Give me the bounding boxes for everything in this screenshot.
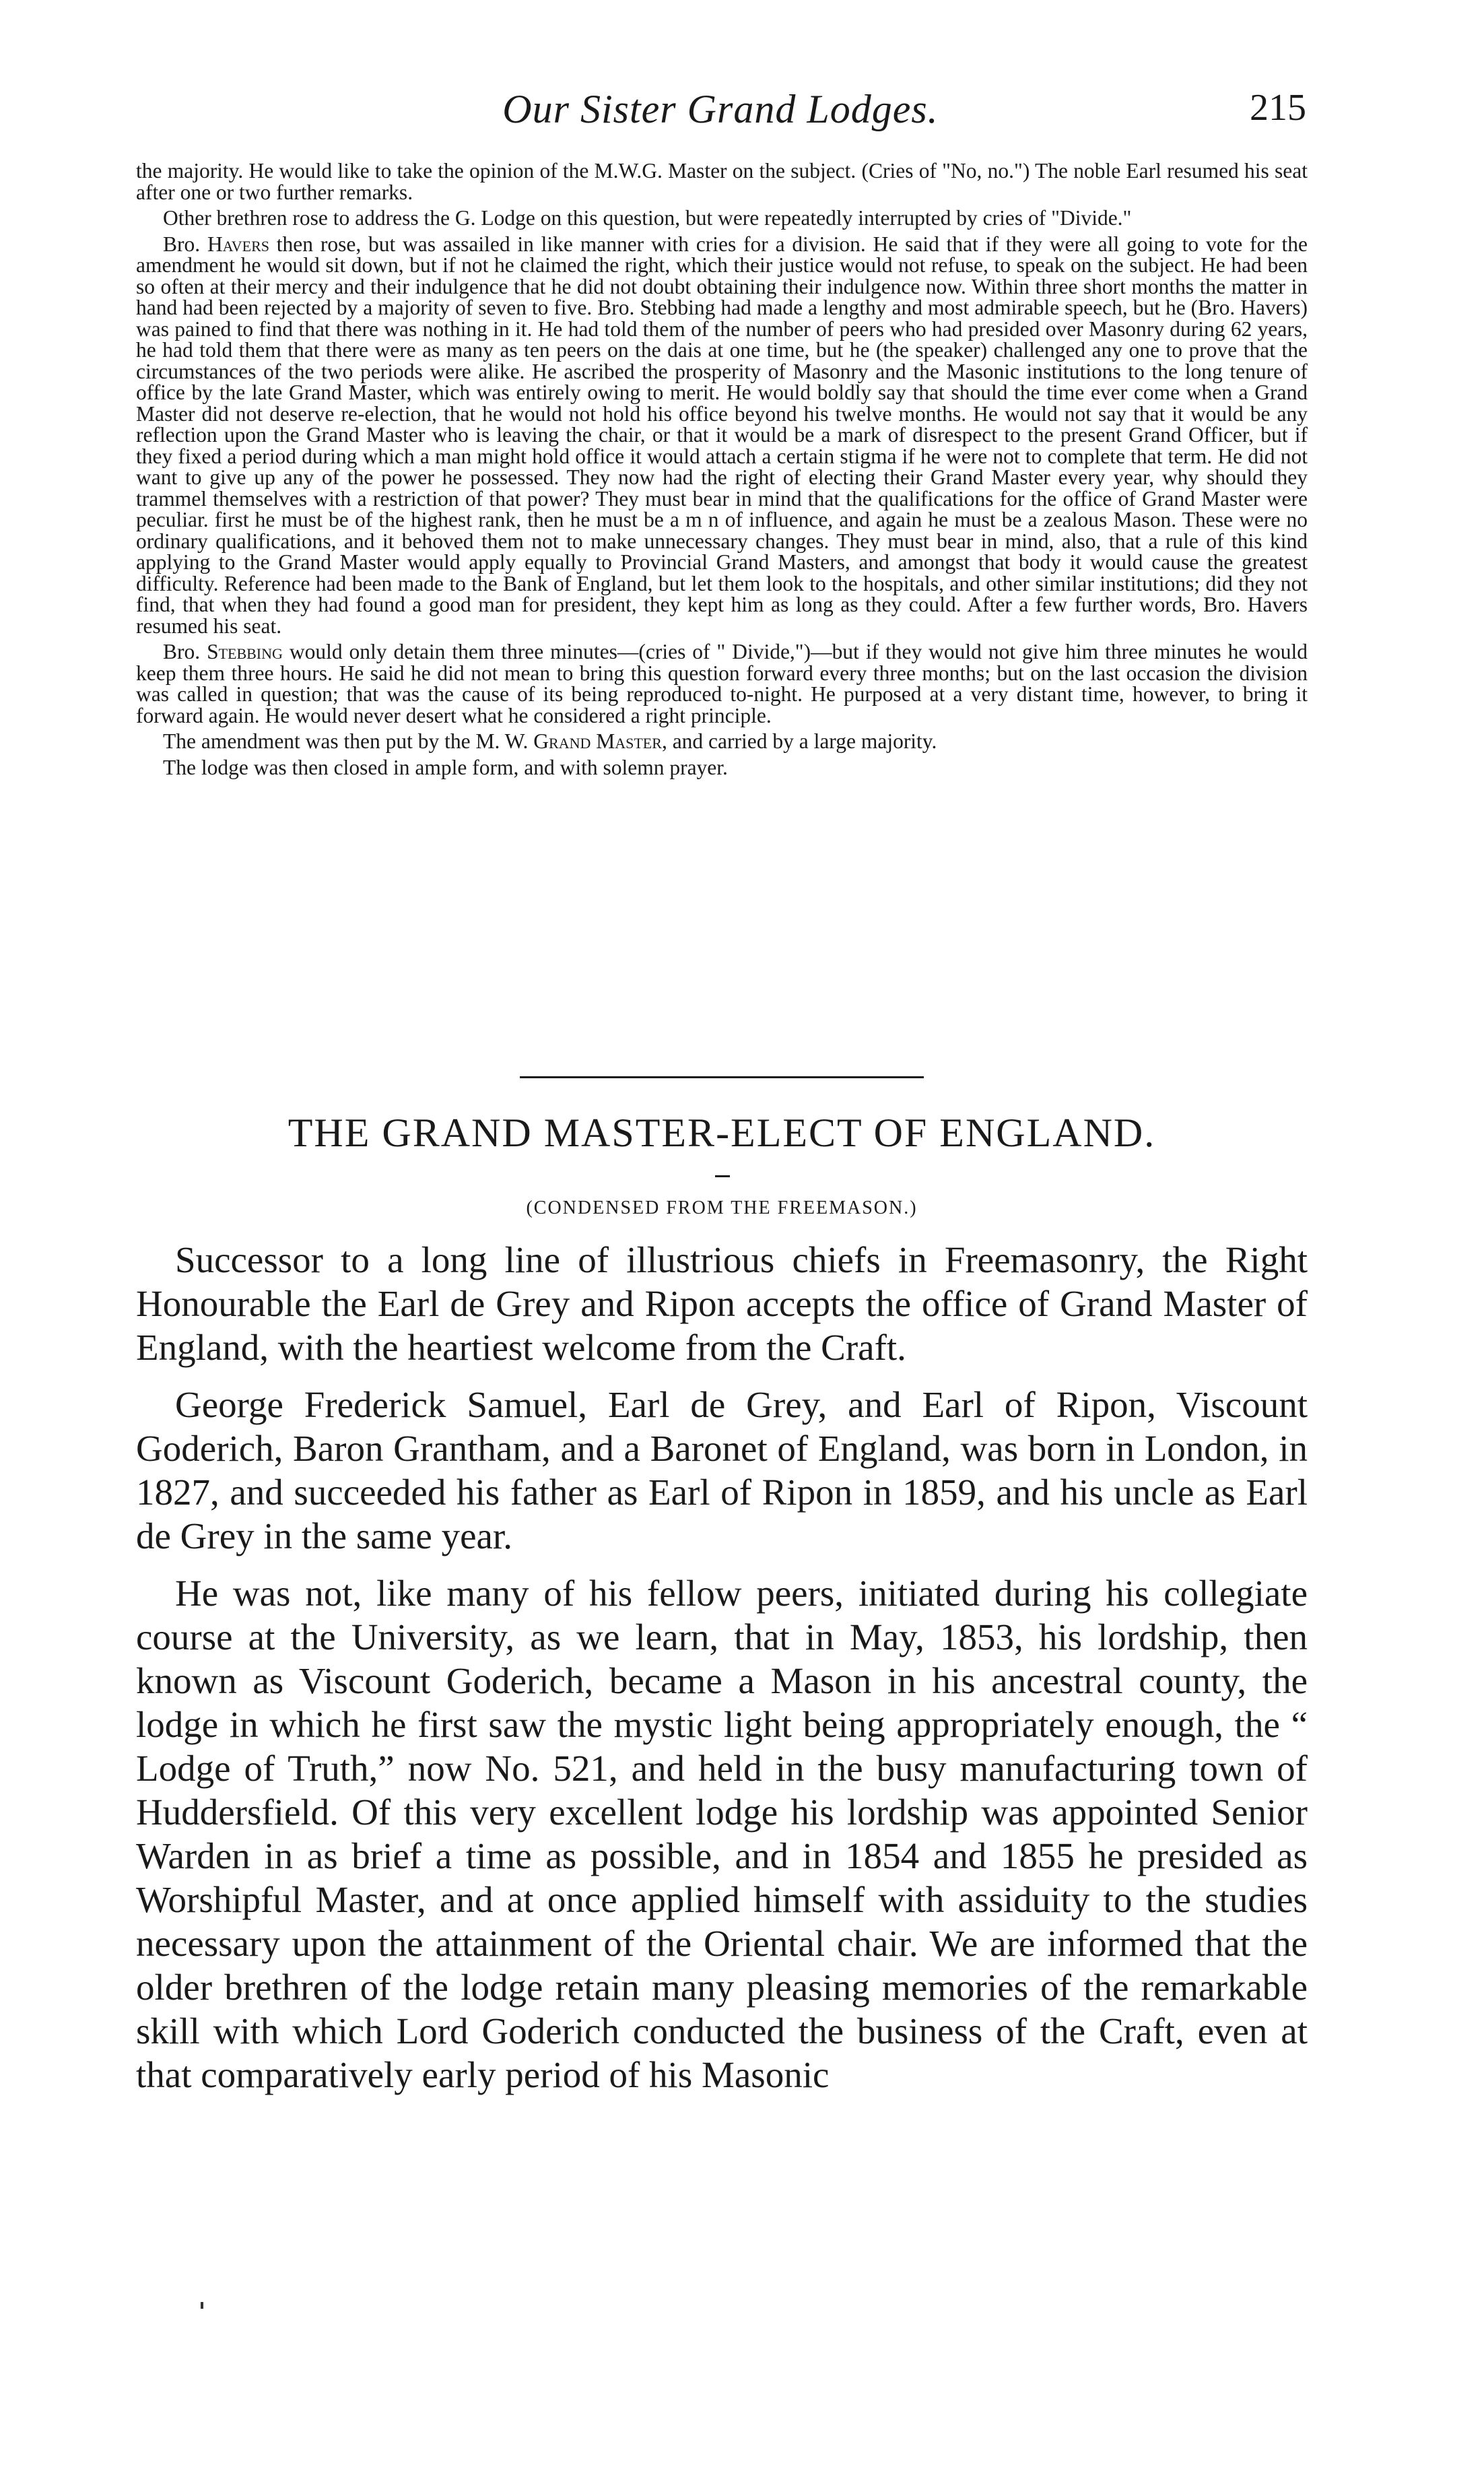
speaker-name: Stebbing	[207, 640, 283, 663]
heading-rule	[715, 1175, 730, 1177]
speech-text: would only detain them three minutes—(cries of " Divide,")—but if they would not give him three minutes he would keep them three hours. He said he did not mean to bring this question forward every three months; but on the last occasion the division was called in question; that was the cause of its being reproduced to-night. He purposed at a very distant time, however, to bring it forward again. He would never desert what he considered a right principle.	[136, 640, 1308, 727]
running-title: Our Sister Grand Lodges.	[502, 87, 939, 131]
motion-result: , and carried by a large majority.	[661, 729, 937, 753]
officer-title: Grand Master	[533, 729, 662, 753]
article-paragraph: Successor to a long line of illustrious chiefs in Freemasonry, the Right Honourable the Earl de Grey and Ripon accepts the office of Grand Master of England, with the heartiest welcome from the Craft.	[136, 1239, 1308, 1368]
lodge-debate-report	[136, 160, 1308, 783]
running-head	[135, 86, 1306, 133]
motion-lead: The amendment was then put by the M. W.	[163, 729, 529, 753]
speech-text: then rose, but was assailed in like manner with cries for a division. He said that if they were all going to vote for the amendment he would sit down, but if not he claimed the right, which their justice would not refuse, to speak on the subject. He had been so often at their mercy and their indulgence that he did not doubt obtaining their indulgence now. Within three short months the matter in hand had been rejected by a majority of seven to five. Bro. Stebbing had made a lengthy and most admirable speech, but he (Bro. Havers) was pained to find that there was nothing in it. He had told them of the number of peers who had presided over Masonry during 62 years, he had told them that there were as many as ten peers on the dais at one time, but he (the speaker) challenged any one to prove that the circumstances of the two periods were alike. He ascribed the prosperity of Masonry and the Masonic institutions to the long tenure of office by the late Grand Master, which was entirely owing to merit. He would boldly say that should the time ever come when a Grand Master did not deserve re-election, that he would not hold his office beyond his twelve months. He would not say that it would be any reflection upon the Grand Master who is leaving the chair, or that it would be a mark of disrespect to the present Grand Officer, but if they fixed a period during which a man might hold office it would attach a certain stigma if he were not to complete that term. He did not want to give up any of the power he possessed. They now had the right of electing their Grand Master every year, why should they trammel themselves with a restriction of that power? They must bear in mind that the qualifications for the office of Grand Master were peculiar. first he must be of the highest rank, then he must be a m n of influence, and again he must be a zealous Mason. These were no ordinary qualifications, and it behoved them not to make unnecessary changes. They must bear in mind, also, that a rule of this kind applying to the Grand Master would apply equally to Provincial Grand Masters, and amongst that body it would cause the greatest difficulty. Reference had been made to the Bank of England, but let them look to the hospitals, and other similar institutions; did they not find, that when they had found a good man for president, they kept him as long as they could. After a few further words, Bro. Havers resumed his seat.	[136, 232, 1308, 638]
debate-paragraph: The lodge was then closed in ample form, and with solemn prayer.	[163, 755, 728, 779]
page-number: 215	[1250, 87, 1306, 129]
debate-paragraph	[136, 234, 1308, 637]
section-divider	[520, 1076, 924, 1078]
article-paragraph: He was not, like many of his fellow peers, initiated during his collegiate course at the University, as we learn, that in May, 1853, his lordship, then known as Viscount Goderich, became a Mason in his ancestral county, the lodge in which he first saw the mystic light being appropriately enough, the “ Lodge of Truth,” now No. 521, and held in the busy manufacturing town of Huddersfield. Of this very excellent lodge his lordship was appointed Senior Warden in as brief a time as possible, and in 1854 and 1855 he presided as Worshipful Master, and at once applied himself with assiduity to the studies necessary upon the attainment of the Oriental chair. We are informed that the older brethren of the lodge retain many pleasing memories of the remarkable skill with which Lord Goderich conducted the business of the Craft, even at that comparatively early period of his Masonic	[136, 1573, 1308, 2095]
debate-paragraph	[136, 641, 1308, 726]
debate-paragraph	[136, 731, 1308, 752]
speaker-lead: Bro.	[163, 640, 201, 663]
debate-paragraph: the majority. He would like to take the opinion of the M.W.G. Master on the subject. (Cries of "No, no.") The noble Earl resumed his seat after one or two further remarks.	[136, 159, 1308, 204]
speaker-name: Havers	[207, 232, 269, 256]
article-source: (CONDENSED FROM THE FREEMASON.)	[526, 1197, 918, 1218]
article-body	[136, 1238, 1308, 2110]
article-paragraph: George Frederick Samuel, Earl de Grey, and Earl of Ripon, Viscount Goderich, Baron Grantham, and a Baronet of England, was born in London, in 1827, and succeeded his father as Earl of Ripon in 1859, and his uncle as Earl de Grey in the same year.	[136, 1384, 1308, 1556]
debate-paragraph: Other brethren rose to address the G. Lodge on this question, but were repeatedly interrupted by cries of "Divide."	[163, 206, 1132, 230]
print-blemish	[201, 2302, 203, 2309]
speaker-lead: Bro.	[163, 232, 201, 256]
article-heading: THE GRAND MASTER-ELECT OF ENGLAND.	[288, 1111, 1156, 1155]
